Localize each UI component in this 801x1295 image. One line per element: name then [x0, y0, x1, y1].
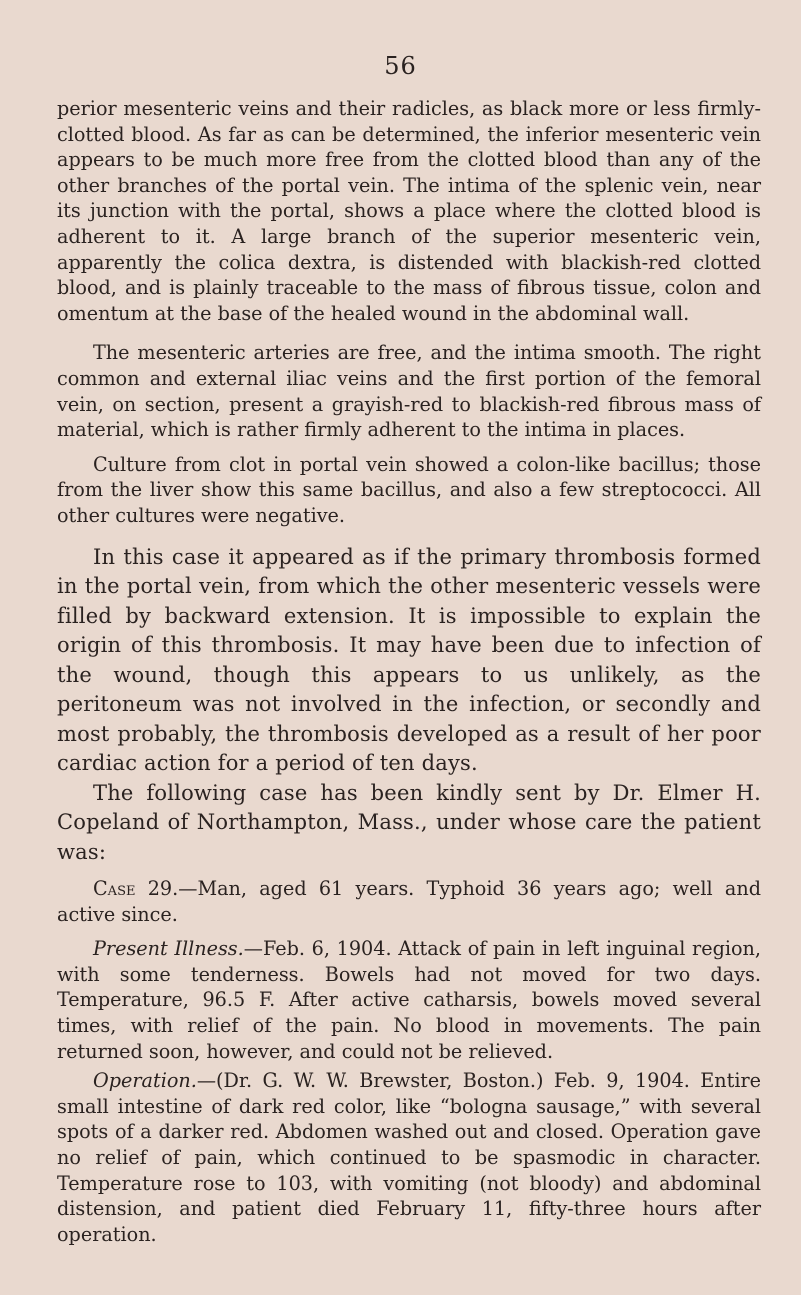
paragraph-mesenteric-arteries: The mesenteric arteries are free, and the intima smooth. The right common and external iliac veins and the first portion of the femoral vein, on section, present a grayish-red to blackish-red fibrous mass of material, which is rather firmly adherent to the intima in places.	[57, 341, 761, 442]
paragraph-operation	[57, 1068, 761, 1247]
operation-heading: Operation.	[93, 1069, 197, 1093]
case-description: —Man, aged 61 years. Typhoid 36 years ago; well and active since.	[57, 877, 761, 926]
paragraph-present-illness	[57, 936, 761, 1064]
page-number: 56	[384, 52, 417, 80]
present-illness-heading: Present Illness.	[93, 937, 244, 961]
operation-text: —(Dr. G. W. W. Brewster, Boston.) Feb. 9, 1904. Entire small intestine of dark red color, like “bologna sausage,” with several spots of a darker red. Abdomen washed out and closed. Operation gave no relief of pain, which continued to be spasmodic in character. Temperature rose to 103, with vomiting (not bloody) and abdominal distension, and patient died February 11, fifty-three hours after operation.	[57, 1069, 761, 1246]
paragraph-discussion: In this case it appeared as if the primary thrombosis formed in the portal vein, from which the other mesenteric vessels were filled by backward extension. It is impossible to explain the origin of this thrombosis. It may have been due to infection of the wound, though this appears to us unlikely, as the peritoneum was not involved in the infection, or secondly and most probably, the thrombosis developed as a result of her poor cardiac action for a period of ten days.	[57, 544, 761, 775]
present-illness-text: —Feb. 6, 1904. Attack of pain in left inguinal region, with some tenderness. Bowels had not moved for two days. Temperature, 96.5 F. After active catharsis, bowels moved several times, with relief of the pain. No blood in movements. The pain returned soon, however, and could not be relieved.	[57, 937, 761, 1063]
paragraph-case-29	[57, 876, 761, 927]
paragraph-case-introduction: The following case has been kindly sent by Dr. Elmer H. Copeland of Northampton, Mass., under whose care the patient was:	[57, 780, 761, 864]
case-label: Case 29.	[93, 877, 179, 900]
paragraph-cultures: Culture from clot in portal vein showed a colon-like bacillus; those from the liver show this same bacillus, and also a few streptococci. All other cultures were negative.	[57, 452, 761, 527]
paragraph-portal-vein-findings: perior mesenteric veins and their radicles, as black more or less firmly-clotted blood. As far as can be determined, the inferior mesenteric vein appears to be much more free from the clotted blood than any of the other branches of the portal vein. The intima of the splenic vein, near its junction with the portal, shows a place where the clotted blood is adherent to it. A large branch of the superior mesenteric vein, apparently the colica dextra, is distended with blackish-red clotted blood, and is plainly traceable to the mass of fibrous tissue, colon and omentum at the base of the healed wound in the abdominal wall.	[57, 97, 761, 325]
